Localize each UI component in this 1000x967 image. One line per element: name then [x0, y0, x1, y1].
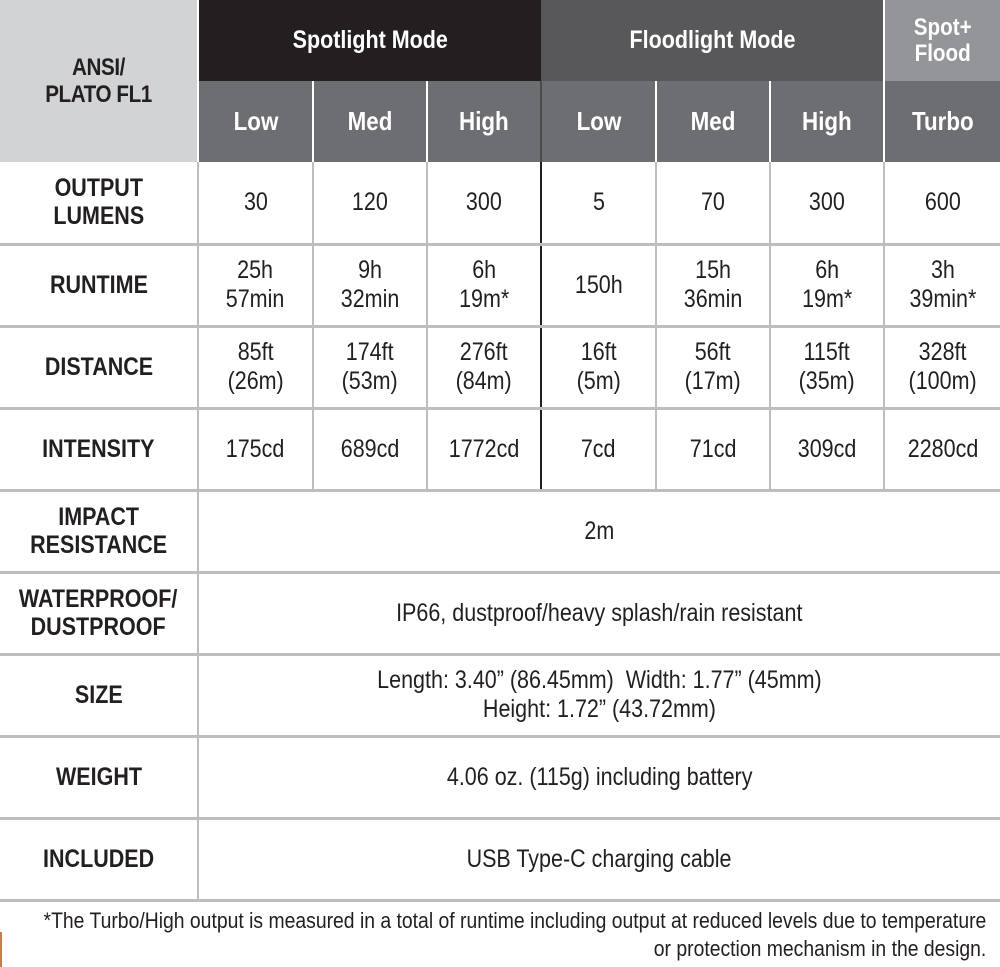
- row-label: DISTANCE: [0, 326, 198, 408]
- table-cell: 9h 32min: [313, 244, 427, 326]
- table-row-included: [0, 818, 1000, 900]
- table-cell: 174ft (53m): [313, 326, 427, 408]
- table-cell: 300: [427, 162, 541, 244]
- corner-label-line: PLATO FL1: [45, 81, 152, 108]
- table-cell: 70: [656, 162, 770, 244]
- mode-header-spot-low: Low: [198, 81, 313, 162]
- mode-header-flood-low: Low: [541, 81, 656, 162]
- table-row-weight: [0, 736, 1000, 818]
- table-cell: 85ft (26m): [198, 326, 313, 408]
- mode-header-spot-high: High: [427, 81, 541, 162]
- table-cell: 30: [198, 162, 313, 244]
- table-cell: 16ft (5m): [541, 326, 656, 408]
- table-row-distance: [0, 326, 1000, 408]
- table-cell: 115ft (35m): [770, 326, 884, 408]
- row-label: INCLUDED: [0, 818, 198, 900]
- table-row-waterproof: [0, 572, 1000, 654]
- footnote-line: or protection mechanism in the design.: [653, 936, 986, 961]
- table-cell: 150h: [541, 244, 656, 326]
- mode-header-turbo: Turbo: [884, 81, 1000, 162]
- table-cell: 689cd: [313, 408, 427, 490]
- table-cell: 56ft (17m): [656, 326, 770, 408]
- table-cell: 2280cd: [884, 408, 1000, 490]
- mode-header-flood-med: Med: [656, 81, 770, 162]
- table-cell: 276ft (84m): [427, 326, 541, 408]
- table-cell: 71cd: [656, 408, 770, 490]
- row-label: WATERPROOF/ DUSTPROOF: [0, 572, 198, 654]
- mode-header-spot-med: Med: [313, 81, 427, 162]
- table-cell: 1772cd: [427, 408, 541, 490]
- mode-header-flood-high: High: [770, 81, 884, 162]
- table-cell: 328ft (100m): [884, 326, 1000, 408]
- row-label: WEIGHT: [0, 736, 198, 818]
- table-row-output-lumens: [0, 162, 1000, 244]
- row-label: INTENSITY: [0, 408, 198, 490]
- spec-value: 2m: [198, 490, 1000, 572]
- table-row-runtime: [0, 244, 1000, 326]
- spec-value: Length: 3.40” (86.45mm) Width: 1.77” (45mm) Height: 1.72” (43.72mm): [198, 654, 1000, 736]
- footnote: [0, 903, 1000, 967]
- table-cell: 120: [313, 162, 427, 244]
- table-cell: 6h 19m*: [427, 244, 541, 326]
- table-cell: 6h 19m*: [770, 244, 884, 326]
- group-header-spot-flood: Spot+ Flood: [884, 0, 1000, 81]
- table-row-size: [0, 654, 1000, 736]
- footnote-line: *The Turbo/High output is measured in a total of runtime including output at reduced levels due to temperature: [43, 908, 986, 933]
- row-label: OUTPUT LUMENS: [0, 162, 198, 244]
- table-cell: 7cd: [541, 408, 656, 490]
- row-label: RUNTIME: [0, 244, 198, 326]
- spec-value: IP66, dustproof/heavy splash/rain resistant: [198, 572, 1000, 654]
- row-label: SIZE: [0, 654, 198, 736]
- group-header-floodlight: Floodlight Mode: [541, 0, 884, 81]
- table-cell: 3h 39min*: [884, 244, 1000, 326]
- row-label: IMPACT RESISTANCE: [0, 490, 198, 572]
- corner-label-line: ANSI/: [72, 54, 125, 81]
- corner-header: [0, 0, 198, 162]
- table-cell: 175cd: [198, 408, 313, 490]
- table-cell: 309cd: [770, 408, 884, 490]
- table-cell: 15h 36min: [656, 244, 770, 326]
- table-cell: 600: [884, 162, 1000, 244]
- spec-value: USB Type-C charging cable: [198, 818, 1000, 900]
- table-cell: 25h 57min: [198, 244, 313, 326]
- table-row-intensity: [0, 408, 1000, 490]
- group-header-spotlight: Spotlight Mode: [198, 0, 541, 81]
- table-cell: 5: [541, 162, 656, 244]
- spec-value: 4.06 oz. (115g) including battery: [198, 736, 1000, 818]
- table-row-impact-resistance: [0, 490, 1000, 572]
- table-cell: 300: [770, 162, 884, 244]
- accent-bar: [0, 932, 2, 967]
